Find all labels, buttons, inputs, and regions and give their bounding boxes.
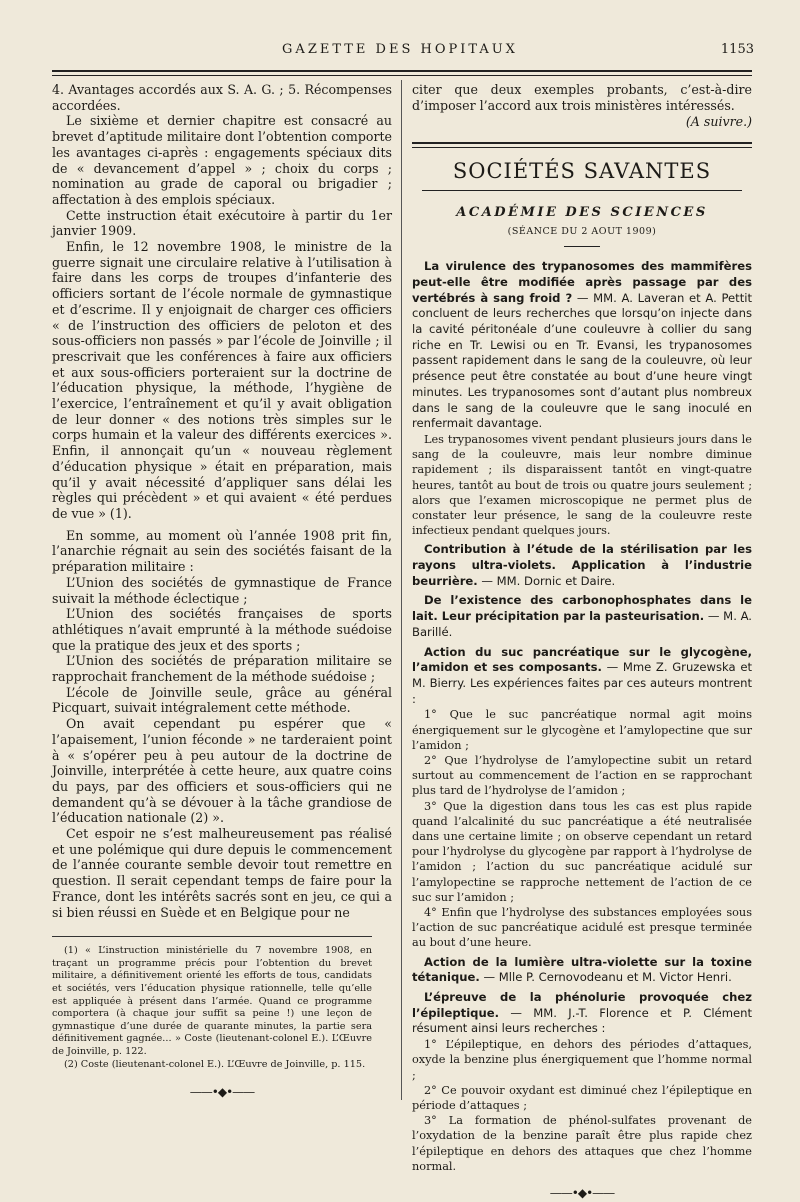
running-head: GAZETTE DES HOPITAUX [282,42,518,57]
report-item [412,259,752,432]
footnote: (2) Coste (lieutenant-colonel E.). L’Œuvre de Joinville, p. 115. [64,1058,366,1070]
paragraph: Cet espoir ne s’est malheureusement pas réalisé et une polémique qui dure depuis le commencement de l’année courante semble devoir tout remettre en question. Il serait cependant temps de faire pour la France, dont les intérêts sacrés sont en jeu, ce qui a si bien réussi en Suède et en Belgique pour ne [52,826,392,920]
report-title: Action du suc pancréatique sur le glycogène, l’amidon et ses composants. [412,644,752,675]
paragraph: L’Union des sociétés de préparation militaire se rapprochait franchement de la méthode suédoise ; [52,653,392,685]
short-rule [564,246,600,247]
report-paragraph: Les trypanosomes vivent pendant plusieurs jours dans le sang de la couleuvre, mais leur nombre diminue rapidement ; ils disparaissent tantôt en vingt-quatre heures, tantôt au bout de trois ou quatre jours seulement ; alors que l’examen microscopique ne permet plus de constater leur présence, le sang de la couleuvre reste infectieux pendant quelques jours. [412,432,752,538]
paragraph: L’école de Joinville seule, grâce au général Picquart, suivait intégralement cette méthode. [52,684,392,716]
section-title: SOCIÉTÉS SAVANTES [452,159,712,184]
report-paragraph: 2° Que l’hydrolyse de l’amylopectine subit un retard surtout au commencement de l’action en se rapprochant plus tard de l’hydrolyse de l’amidon ; [412,754,752,798]
header-rule [52,70,752,72]
footnotes [52,936,372,1071]
report-authors: — Mme Z. Gruzewska et M. Bierry. Les expériences faites par ces auteurs montrent : [412,660,752,706]
report-paragraph: 4° Enfin que l’hydrolyse des substances employées sous l’action de suc pancréatique acidulé est presque terminée au bout d’une heure. [412,906,752,950]
report-title: La virulence des trypanosomes des mammifères peut-elle être modifiée après passage par des vertébrés à sang froid ? [412,259,752,305]
page-number: 1153 [720,42,754,57]
report-title: Action de la lumière ultra-violette sur la toxine tétanique. [412,954,752,985]
report-item [412,645,752,708]
right-column [412,82,752,1202]
report-item [412,955,752,986]
report-paragraph: 2° Ce pouvoir oxydant est diminué chez l’épileptique en période d’attaques ; [412,1083,752,1112]
to-be-continued: (A suivre.) [685,114,752,130]
ornament-divider: ——•◆•—— [189,1085,255,1100]
report-title: De l’existence des carbonophosphates dans le lait. Leur précipitation par la pasteurisation. [412,593,752,624]
report-item [412,593,752,640]
paragraph: Le sixième et dernier chapitre est consacré au brevet d’aptitude militaire dont l’obtention comporte les avantages ci-après : engagements spéciaux dits de « devancement d’appel » ; choix du corps ; nomination au grade de caporal ou brigadier ; affectation à des emplois spéciaux. [52,113,392,207]
report-authors: — M. A. Barillé. [412,609,752,639]
report-item [412,990,752,1037]
report-paragraph: 1° L’épileptique, en dehors des périodes d’attaques, oxyde la benzine plus énergiquement que l’homme normal ; [412,1038,752,1082]
paragraph: On avait cependant pu espérer que « l’apaisement, l’union féconde » ne tarderaient point à « s’opérer peu à peu autour de la doctrine de Joinville, interprétée à cette heure, aux quatre coins du pays, par des officiers et sous-officiers qui ne demandent qu’à se dévouer à la tâche grandiose de l’éducation nationale (2) ». [52,716,392,826]
continuation-text: citer que deux exemples probants, c’est-à-dire d’imposer l’accord aux trois ministères intéressés. [412,82,752,113]
footnote: (1) « L’instruction ministérielle du 7 novembre 1908, en traçant un programme précis pour l’obtention du brevet militaire, a définitivement orienté les efforts de tous, candidats et sociétés, vers l’éducation physique rationnelle, telle qu’elle est appliquée à présent dans l’armée. Quand ce programme comportera (à chaque jour suffit sa peine !) une leçon de gymnastique d’une durée de quarante minutes, la partie sera définitivement gagnée... » Coste (lieutenant-colonel E.). L’Œuvre de Joinville, p. 122. [52,945,372,1058]
left-column [52,82,392,1101]
session-date: (SÉANCE DU 2 AOUT 1909) [507,225,657,237]
report-authors: — MM. Dornic et Daire. [481,573,616,588]
column-divider [401,80,402,1100]
paragraph: Cette instruction était exécutoire à partir du 1er janvier 1909. [52,207,392,239]
section-rule [412,142,752,144]
paragraph: Enfin, le 12 novembre 1908, le ministre de la guerre signait une circulaire relative à l’utilisation à faire dans les corps de troupes d’infanterie des officiers sortant de l’école normale de gymnastique et d’escrime. Il y enjoignait de charger ces officiers « de l’instruction des officiers de peloton et des sous-officiers non passés » par l’école de Joinville ; il prescrivait que les conférences à faire aux officiers et aux sous-officiers porteraient sur la doctrine de l’éducation physique, la méthode, l’hygiène de l’exercice, l’entraînement et qu’il y avait obligation de leur donner « des notions très simples sur le corps humain et la valeur des différents exercices ». Enfin, il annonçait qu’un « nouveau règlement d’éducation physique » était en préparation, mais qu’il y avait nécessité d’appliquer sans délai les règles qui précèdent » et qui avaient « été perdues de vue » (1). [52,239,392,521]
report-title: Contribution à l’étude de la stérilisation par les rayons ultra-violets. Application à l’industrie beurrière. [412,542,752,588]
paragraph: L’Union des sociétés de gymnastique de France suivait la méthode éclectique ; [52,574,392,606]
report-title: L’épreuve de la phénolurie provoquée chez l’épileptique. [412,990,752,1020]
report-paragraph: 3° Que la digestion dans tous les cas est plus rapide quand l’alcalinité du suc pancréatique a été neutralisée dans une certaine limite ; on observe cependant un retard pour l’hydrolyse du glycogène par rapport à l’hydrolyse de l’amidon ; l’action du suc pancréatique acidulé sur l’amylopectine se rapproche nettement de l’action de ce suc sur l’amidon ; [412,799,752,904]
paragraph: 4. Avantages accordés aux S. A. G. ; 5. Récompenses accordées. [52,82,392,113]
title-rule [422,190,742,191]
report-authors: — Mlle P. Cernovodeanu et M. Victor Henri. [483,970,732,985]
paragraph: En somme, au moment où l’année 1908 prit fin, l’anarchie régnait au sein des sociétés faisant de la préparation militaire : [52,527,392,575]
academy-title: ACADÉMIE DES SCIENCES [456,204,708,220]
report-authors: — MM. J.-T. Florence et P. Clément résument ainsi leurs recherches : [412,1005,753,1036]
report-authors: — MM. A. Laveran et A. Pettit concluent de leurs recherches que lorsqu’on injecte dans la cavité péritonéale d’une couleuvre à collier du sang riche en Tr. Lewisi ou en Tr. Evansi, les trypanosomes passent rapidement dans le sang de la couleuvre, où leur présence peut être constatée au bout d’une heure vingt minutes. Les trypanosomes sont d’autant plus nombreux dans le sang de la couleuvre que le sang inoculé en renfermait davantage. [412,290,753,431]
paragraph: L’Union des sociétés françaises de sports athlétiques n’avait emprunté à la méthode suédoise que la pratique des jeux et des sports ; [52,606,392,653]
academy-reports [412,259,752,1174]
report-paragraph: 3° La formation de phénol-sulfates provenant de l’oxydation de la benzine paraît être plus rapide chez l’épileptique en dehors des attaques que chez l’homme normal. [412,1114,752,1173]
report-item [412,542,752,589]
report-paragraph: 1° Que le suc pancréatique normal agit moins énergiquement sur le glycogène et l’amylopectine que sur l’amidon ; [412,708,752,752]
section-rule-thin [412,147,752,148]
ornament-divider: ——•◆•—— [549,1186,615,1200]
header-rule-thin [52,75,752,76]
